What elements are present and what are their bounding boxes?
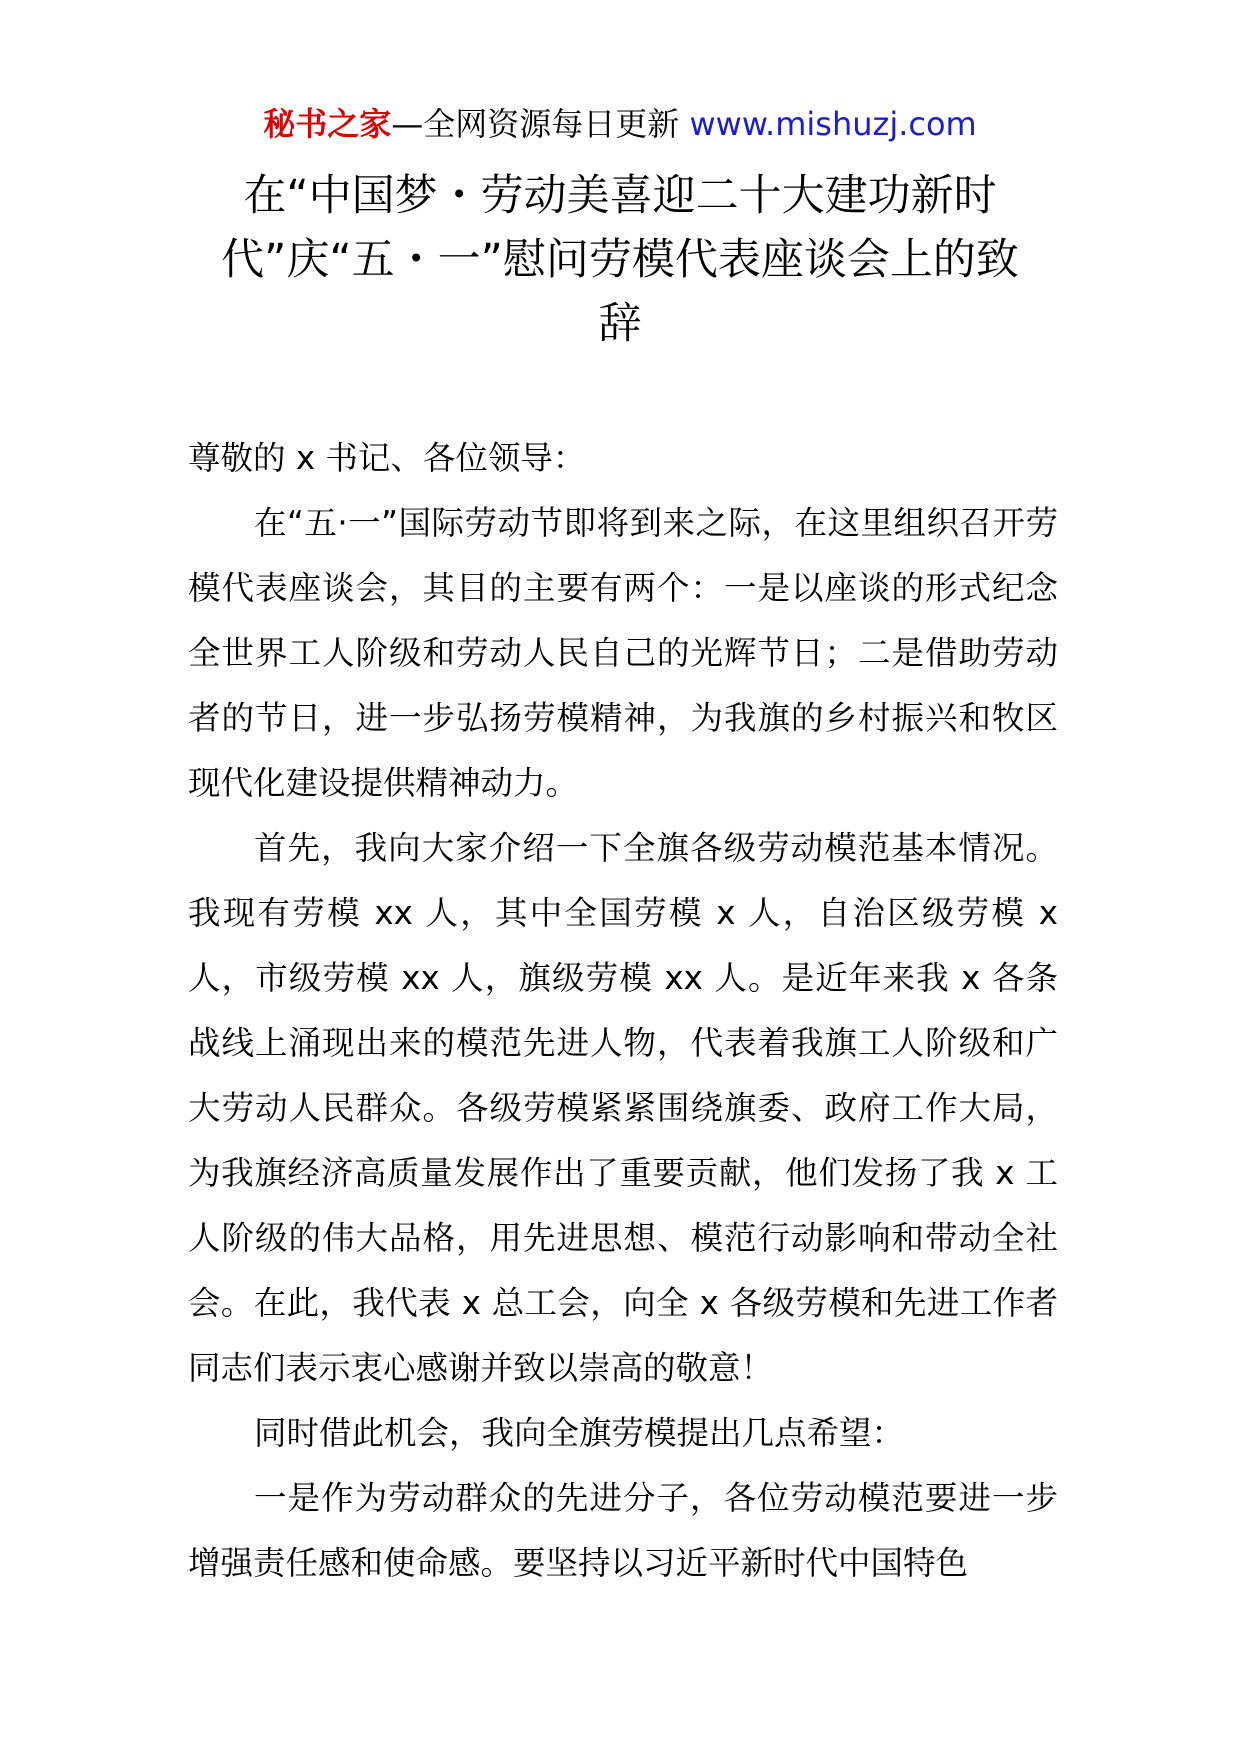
document-body <box>188 426 1058 1596</box>
paragraph: 首先，我向大家介绍一下全旗各级劳动模范基本情况。我现有劳模 xx 人，其中全国劳模 x 人，自治区级劳模 x 人，市级劳模 xx 人，旗级劳模 xx 人。是近年来我 x 各条战线上涌现出来的模范先进人物，代表着我旗工人阶级和广大劳动人民群众。各级劳模紧紧围绕旗委、政府工作大局，为我旗经济高质量发展作出了重要贡献，他们发扬了我 x 工人阶级的伟大品格，用先进思想、模范行动影响和带动全社会。在此，我代表 x 总工会，向全 x 各级劳模和先进工作者同志们表示衷心感谢并致以崇高的敬意！ <box>188 829 1058 1387</box>
site-tagline: —全网资源每日更新 <box>391 105 680 143</box>
document-title: 在“中国梦・劳动美喜迎二十大建功新时代”庆“五・一”慰问劳模代表座谈会上的致辞 <box>221 171 1019 349</box>
paragraph: 在“五·一”国际劳动节即将到来之际，在这里组织召开劳模代表座谈会，其目的主要有两个：一是以座谈的形式纪念全世界工人阶级和劳动人民自己的光辉节日；二是借助劳动者的节日，进一步弘扬劳模精神，为我旗的乡村振兴和牧区现代化建设提供精神动力。 <box>188 504 1058 802</box>
paragraph: 同时借此机会，我向全旗劳模提出几点希望： <box>254 1414 905 1452</box>
site-header <box>0 100 1240 148</box>
site-url-link[interactable]: www.mishuzj.com <box>689 105 977 143</box>
salutation: 尊敬的 x 书记、各位领导： <box>188 439 586 477</box>
paragraph: 一是作为劳动群众的先进分子，各位劳动模范要进一步增强责任感和使命感。要坚持以习近平新时代中国特色 <box>188 1479 1058 1582</box>
site-brand: 秘书之家 <box>263 105 392 143</box>
